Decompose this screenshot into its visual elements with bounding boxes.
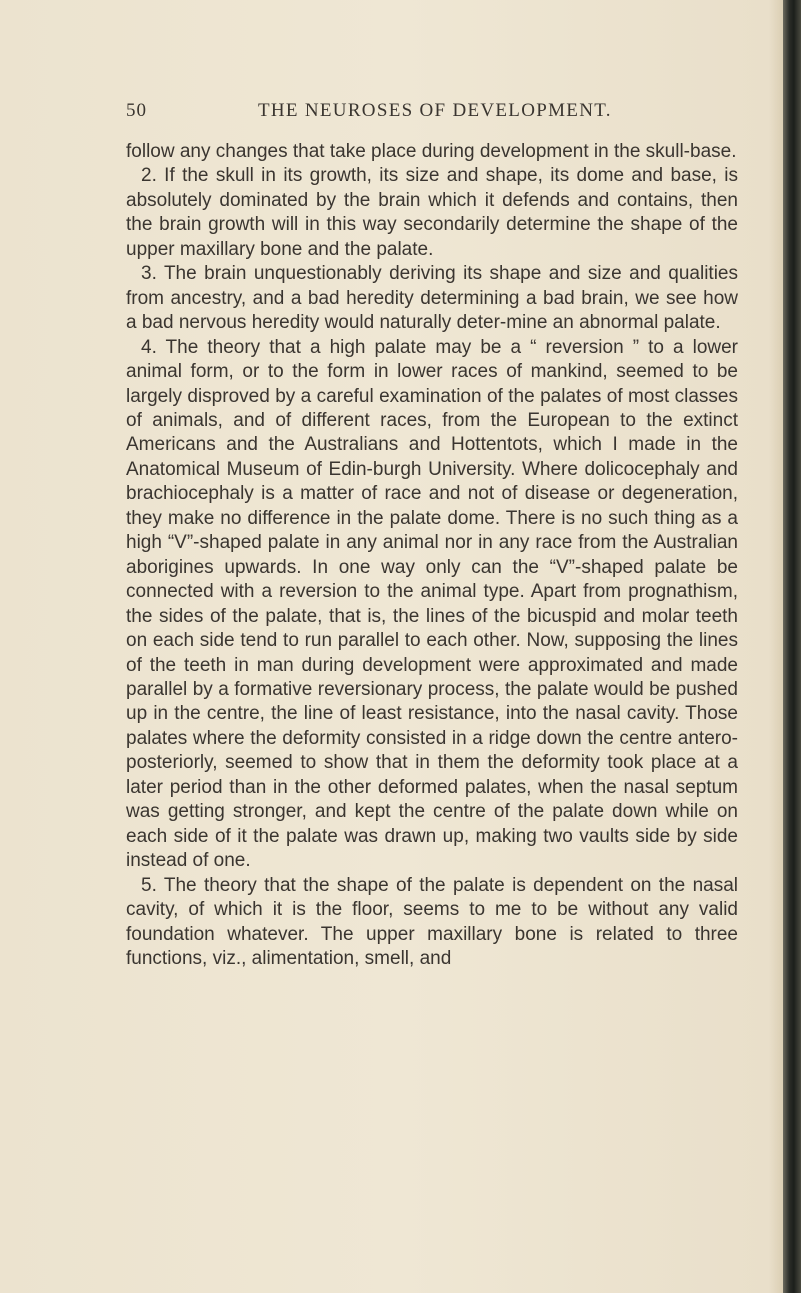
book-binding-edge xyxy=(783,0,801,1293)
paragraph-2: 2. If the skull in its growth, its size and shape, its dome and base, is absolutely dominated by the brain which it defends and contains, then the brain growth will in this way secondarily determine the shape of the upper maxillary bone and the palate. xyxy=(126,165,738,260)
paragraph-5: 5. The theory that the shape of the palate is dependent on the nasal cavity, of which it is the floor, seems to me to be without any valid foundation whatever. The upper maxillary bone is related to three functions, viz., alimentation, smell, and xyxy=(126,874,738,969)
paragraph-4: 4. The theory that a high palate may be a “ reversion ” to a lower animal form, or to the form in lower races of mankind, seemed to be largely disproved by a careful examination of the palates of most classes of animals, and of different races, from the European to the extinct Americans and the Australians and Hottentots, which I made in the Anatomical Museum of Edin-burgh University. Where dolicocephaly and brachiocephaly is a matter of race and not of disease or degeneration, they make no difference in the palate dome. There is no such thing as a high “V”-shaped palate in any animal nor in any race from the Australian aborigines upwards. In one way only can the “V”-shaped palate be connected with a reversion to the animal type. Apart from prognathism, the sides of the palate, that is, the lines of the bicuspid and molar teeth on each side tend to run parallel to each other. Now, supposing the lines of the teeth in man during development were approximated and made parallel by a formative reversionary process, the palate would be pushed up in the centre, the line of least resistance, into the nasal cavity. Those palates where the deformity consisted in a ridge down the centre antero-posteriorly, seemed to show that in them the deformity took place at a later period than in the other deformed palates, when the nasal septum was getting stronger, and kept the centre of the palate down while on each side of it the palate was drawn up, making two vaults side by side instead of one. xyxy=(126,336,738,872)
page-header xyxy=(126,100,746,126)
paragraph-continued: follow any changes that take place during development in the skull-base. xyxy=(126,141,737,162)
page-number: 50 xyxy=(126,100,147,121)
paragraph-3: 3. The brain unquestionably deriving its shape and size and qualities from ancestry, and a bad heredity determining a bad brain, we see how a bad nervous heredity would naturally deter-mine an abnormal palate. xyxy=(126,263,738,334)
running-title: THE NEUROSES OF DEVELOPMENT. xyxy=(258,100,612,121)
body-text xyxy=(126,140,738,971)
